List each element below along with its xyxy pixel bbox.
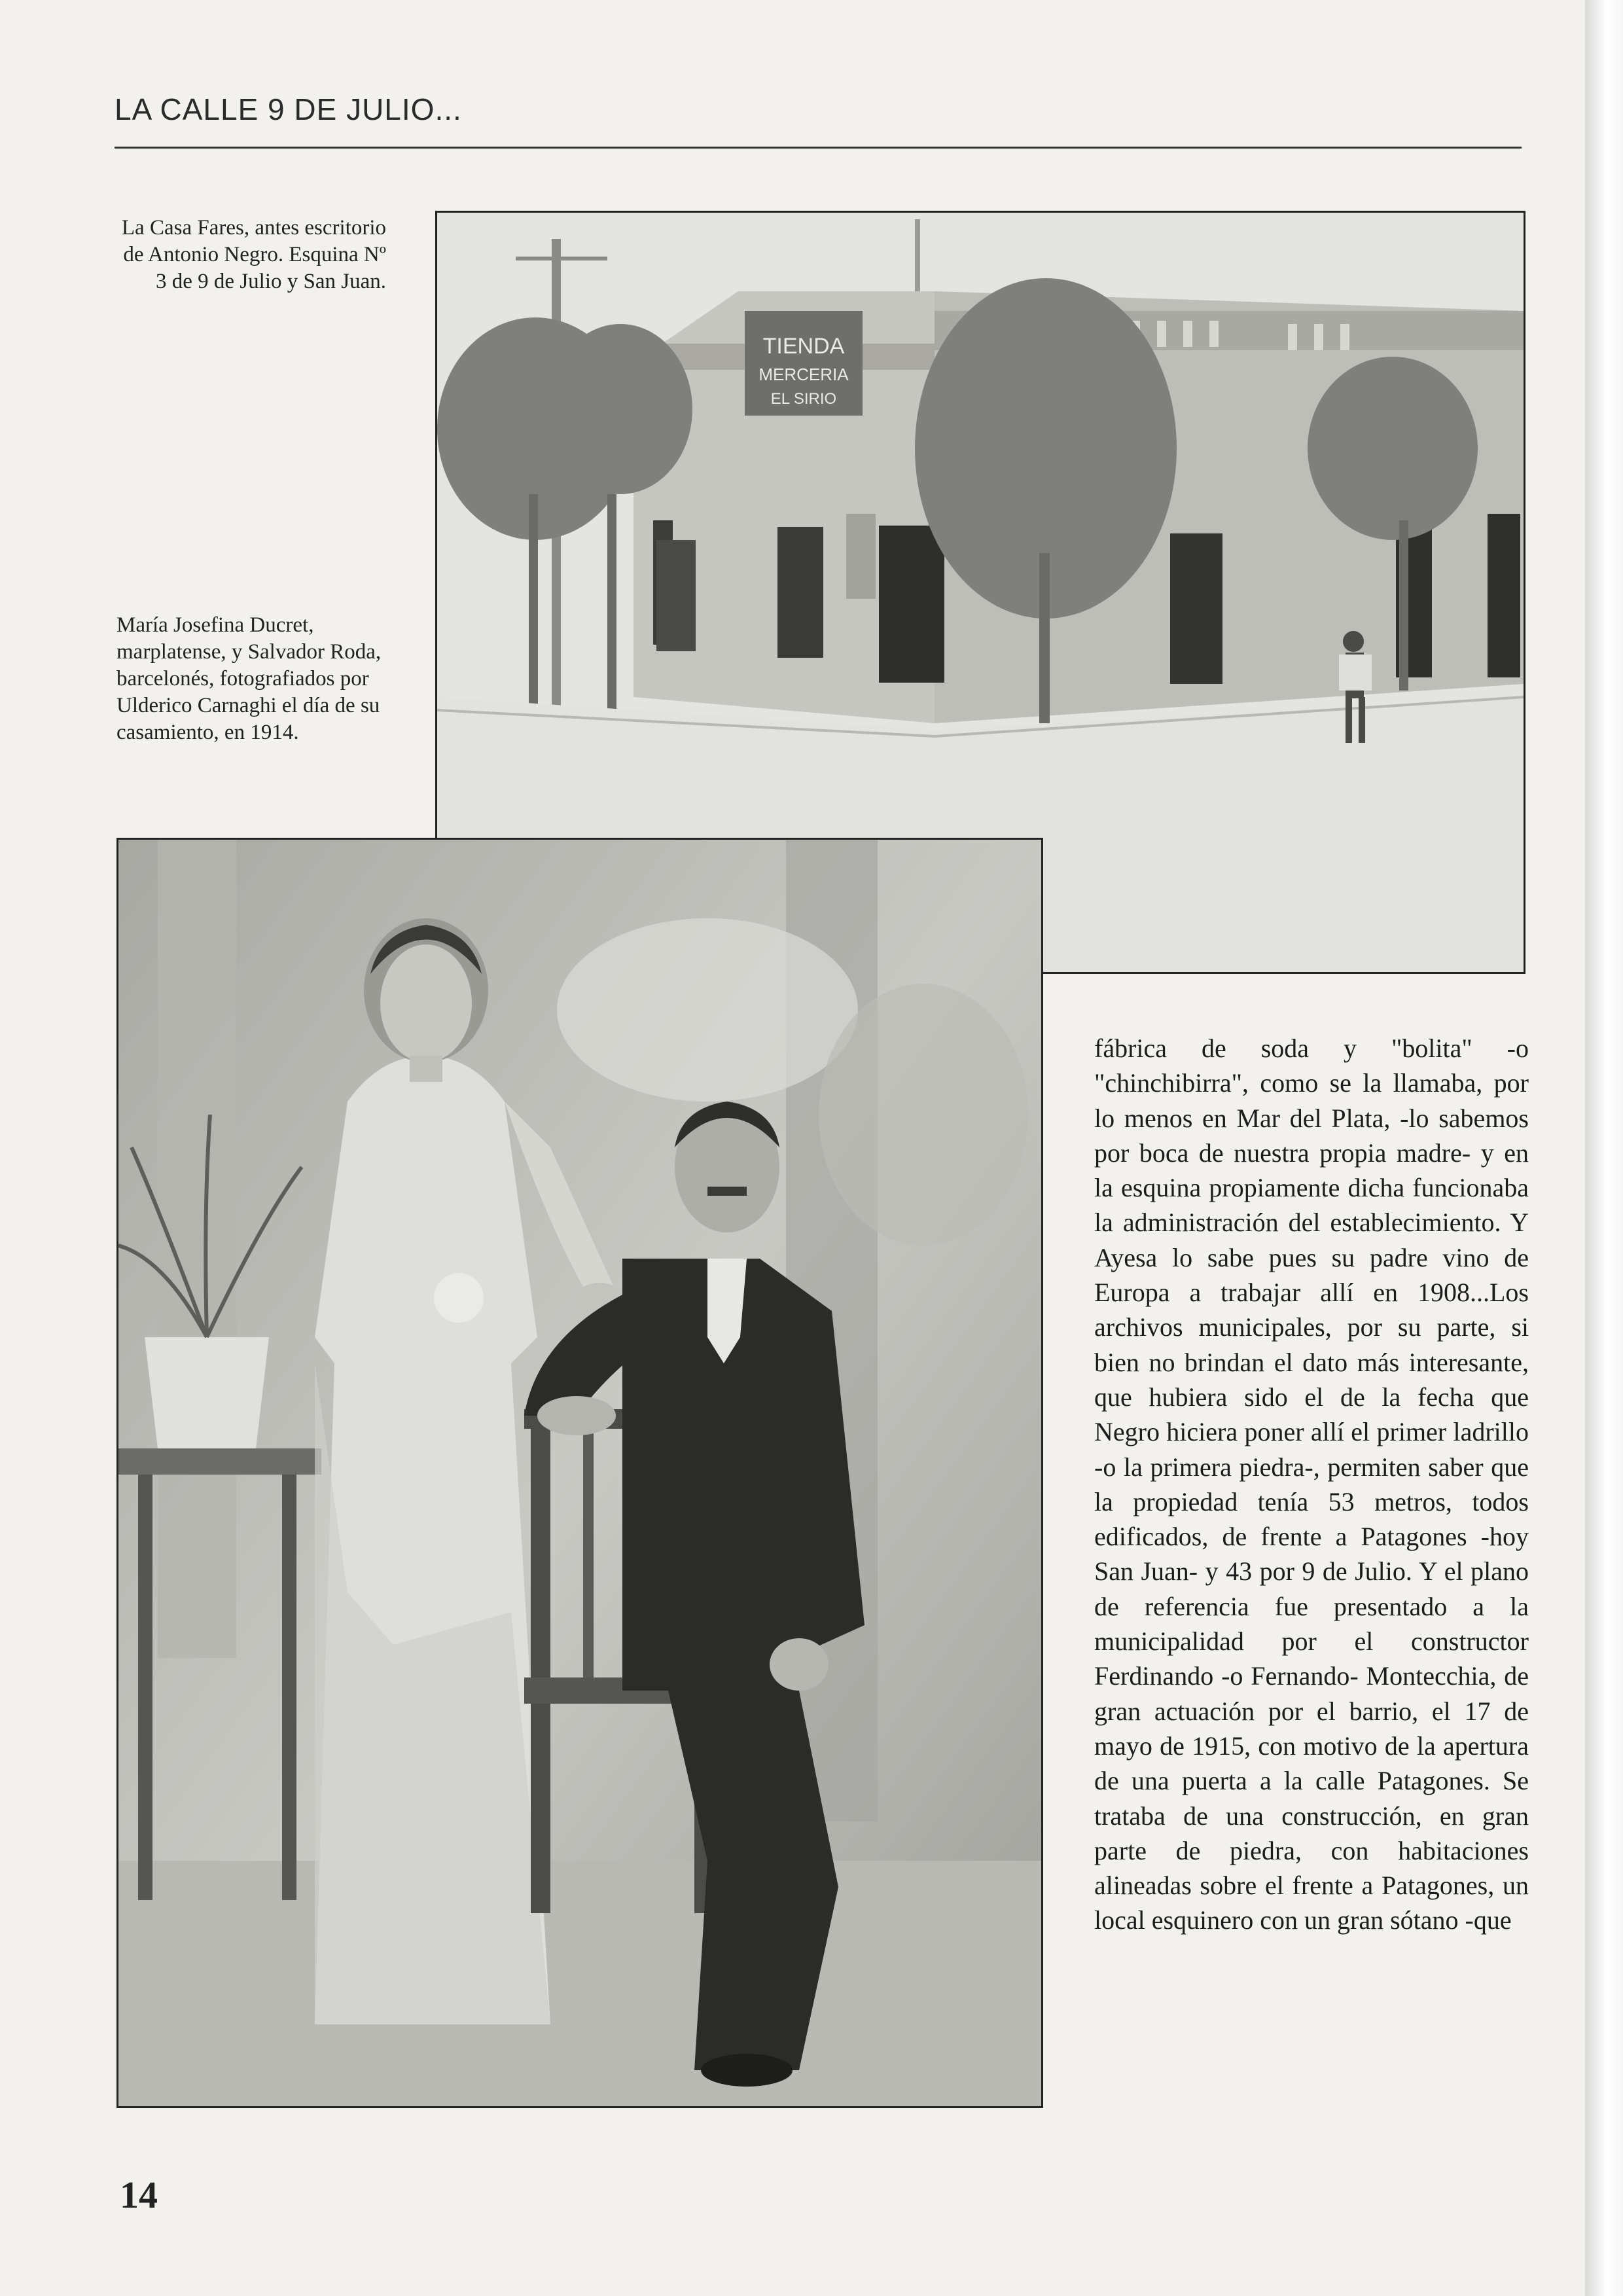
sign-line-3: EL SIRIO: [770, 390, 837, 408]
street-photo-caption: La Casa Fares, antes escritorio de Antonio Negro. Esquina Nº 3 de 9 de Julio y San Juan.: [121, 216, 386, 293]
couple-photo-caption: María Josefina Ducret, marplatense, y Salvador Roda, barcelonés, fotografiados por Ulderico Carnaghi el día de su casamiento, en 1914.: [116, 613, 382, 744]
wedding-portrait-drawing: [118, 840, 1041, 2106]
header-rule: [115, 147, 1522, 149]
page-number: 14: [120, 2174, 158, 2216]
sign-line-2: MERCERIA: [758, 365, 849, 384]
article-body-text: [1094, 1031, 1529, 1938]
running-header: LA CALLE 9 DE JULIO...: [115, 92, 462, 126]
body-paragraph: fábrica de soda y "bolita" -o "chinchibirra", como se la llamaba, por lo menos en Mar del Plata, -lo sabemos por boca de nuestra propia madre- y en la esquina propiamente dicha funcionaba la administración del establecimiento. Y Ayesa lo sabe pues su padre vino de Europa a trabajar allí en 1908...Los archivos municipales, por su parte, si bien no brindan el dato más interesante, que hubiera sido el de la fecha que Negro hiciera poner allí el primer ladrillo -o la primera piedra-, permiten saber que la propiedad tenía 53 metros, todos edificados, de frente a Patagones -hoy San Juan- y 43 por 9 de Julio. Y el plano de referencia fue presentado a la municipalidad por el constructor Ferdinando -o Fernando- Montecchia, de gran actuación por el barrio, el 17 de mayo de 1915, con motivo de la apertura de una puerta a la calle Patagones. Se trataba de una construcción, en gran parte de piedra, con habitaciones alineadas sobre el frente a Patagones, un local esquinero con un gran sótano -que: [1094, 1033, 1529, 1935]
sign-line-1: TIENDA: [762, 334, 845, 359]
page-edge-shadow: [1585, 0, 1623, 2296]
wedding-portrait-photo: [116, 838, 1043, 2108]
